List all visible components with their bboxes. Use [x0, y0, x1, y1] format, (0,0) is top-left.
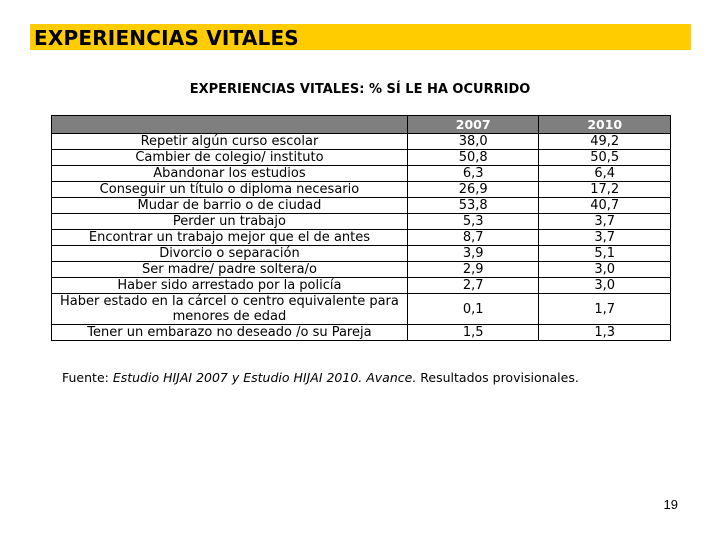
slide-title: EXPERIENCIAS VITALES — [34, 26, 299, 50]
header-2007: 2007 — [407, 116, 539, 134]
value-2007: 6,3 — [407, 166, 539, 182]
value-2010: 3,0 — [539, 278, 671, 294]
source-note — [62, 370, 579, 385]
value-2010: 5,1 — [539, 246, 671, 262]
value-2010: 1,3 — [539, 325, 671, 341]
value-2010: 3,7 — [539, 214, 671, 230]
table-body — [52, 134, 671, 341]
row-label: Ser madre/ padre soltera/o — [52, 262, 408, 278]
header-label-cell — [52, 116, 408, 134]
table-row — [52, 166, 671, 182]
table-row — [52, 134, 671, 150]
source-italic: Estudio HIJAI 2007 y Estudio HIJAI 2010. Avance. — [112, 370, 417, 385]
value-2007: 1,5 — [407, 325, 539, 341]
header-2010: 2010 — [539, 116, 671, 134]
row-label: Divorcio o separación — [52, 246, 408, 262]
row-label: Haber sido arrestado por la policía — [52, 278, 408, 294]
value-2010: 49,2 — [539, 134, 671, 150]
row-label: Mudar de barrio o de ciudad — [52, 198, 408, 214]
row-label: Haber estado en la cárcel o centro equivalente para menores de edad — [52, 294, 408, 325]
value-2010: 3,7 — [539, 230, 671, 246]
table-row — [52, 262, 671, 278]
table-row — [52, 198, 671, 214]
value-2010: 50,5 — [539, 150, 671, 166]
table-title: EXPERIENCIAS VITALES: % SÍ LE HA OCURRIDO — [189, 82, 531, 97]
value-2007: 2,7 — [407, 278, 539, 294]
value-2010: 1,7 — [539, 294, 671, 325]
row-label: Tener un embarazo no deseado /o su Pareja — [52, 325, 408, 341]
value-2007: 2,9 — [407, 262, 539, 278]
source-prefix: Fuente: — [62, 370, 113, 385]
value-2007: 26,9 — [407, 182, 539, 198]
value-2010: 17,2 — [539, 182, 671, 198]
table-row — [52, 246, 671, 262]
value-2007: 5,3 — [407, 214, 539, 230]
value-2007: 50,8 — [407, 150, 539, 166]
table-row — [52, 182, 671, 198]
table-row — [52, 150, 671, 166]
data-table — [51, 115, 671, 341]
value-2010: 40,7 — [539, 198, 671, 214]
value-2007: 0,1 — [407, 294, 539, 325]
slide-title-bar — [30, 24, 691, 50]
table-row — [52, 294, 671, 325]
value-2007: 8,7 — [407, 230, 539, 246]
table-row — [52, 214, 671, 230]
value-2007: 3,9 — [407, 246, 539, 262]
row-label: Perder un trabajo — [52, 214, 408, 230]
table-row — [52, 230, 671, 246]
row-label: Cambier de colegio/ instituto — [52, 150, 408, 166]
row-label: Abandonar los estudios — [52, 166, 408, 182]
table-header-row — [52, 116, 671, 134]
row-label: Encontrar un trabajo mejor que el de antes — [52, 230, 408, 246]
value-2010: 6,4 — [539, 166, 671, 182]
source-suffix: Resultados provisionales. — [416, 370, 579, 385]
value-2007: 38,0 — [407, 134, 539, 150]
value-2010: 3,0 — [539, 262, 671, 278]
page-number: 19 — [663, 497, 678, 512]
row-label: Conseguir un título o diploma necesario — [52, 182, 408, 198]
row-label: Repetir algún curso escolar — [52, 134, 408, 150]
table-row — [52, 325, 671, 341]
value-2007: 53,8 — [407, 198, 539, 214]
table-row — [52, 278, 671, 294]
